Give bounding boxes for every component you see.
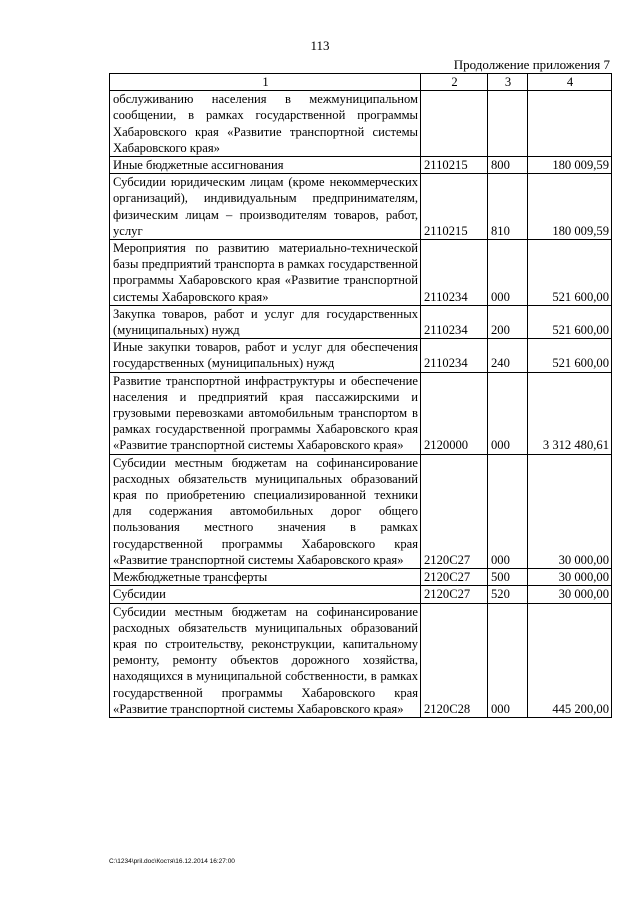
header-col-1: 1	[110, 74, 421, 91]
row-code: 2120С27	[421, 454, 488, 568]
table-row	[110, 240, 612, 306]
budget-table	[109, 73, 612, 718]
header-col-4: 4	[528, 74, 612, 91]
row-name: обслуживанию населения в межмуниципальном сообщении, в рамках государственной программы Хабаровского края «Развитие транспортной системы Хабаровского края»	[110, 91, 421, 157]
header-col-2: 2	[421, 74, 488, 91]
row-group: 240	[488, 339, 528, 372]
table-row	[110, 305, 612, 338]
table-row	[110, 454, 612, 568]
row-amount: 445 200,00	[528, 603, 612, 717]
header-col-3: 3	[488, 74, 528, 91]
row-group: 810	[488, 174, 528, 240]
row-group: 520	[488, 586, 528, 603]
row-amount	[528, 91, 612, 157]
row-group: 200	[488, 305, 528, 338]
table-row	[110, 91, 612, 157]
row-name: Межбюджетные трансферты	[110, 569, 421, 586]
row-code: 2120С27	[421, 586, 488, 603]
row-name: Субсидии юридическим лицам (кроме некоммерческих организаций), индивидуальным предпринимателям, физическим лицам – производителям товаров, работ, услуг	[110, 174, 421, 240]
row-amount: 521 600,00	[528, 339, 612, 372]
row-name: Закупка товаров, работ и услуг для государственных (муниципальных) нужд	[110, 305, 421, 338]
row-amount: 30 000,00	[528, 569, 612, 586]
row-name: Субсидии	[110, 586, 421, 603]
page-number: 113	[310, 38, 330, 53]
row-amount: 521 600,00	[528, 240, 612, 306]
row-group: 000	[488, 603, 528, 717]
file-path-footer: C:\1234\pril.doc\Костя\16.12.2014 16:27:00	[109, 858, 235, 865]
row-group: 000	[488, 240, 528, 306]
row-code	[421, 91, 488, 157]
row-code: 2110215	[421, 157, 488, 174]
row-name: Иные бюджетные ассигнования	[110, 157, 421, 174]
header-row	[110, 74, 612, 91]
row-amount: 180 009,59	[528, 174, 612, 240]
row-code: 2120С27	[421, 569, 488, 586]
row-code: 2110234	[421, 305, 488, 338]
row-group	[488, 91, 528, 157]
row-amount: 3 312 480,61	[528, 372, 612, 454]
table-row	[110, 372, 612, 454]
row-amount: 30 000,00	[528, 586, 612, 603]
row-name: Мероприятия по развитию материально-технической базы предприятий транспорта в рамках государственной программы Хабаровского края «Развитие транспортной системы Хабаровского края»	[110, 240, 421, 306]
table-row	[110, 174, 612, 240]
row-amount: 30 000,00	[528, 454, 612, 568]
row-code: 2110234	[421, 240, 488, 306]
row-group: 000	[488, 372, 528, 454]
continuation-label: Продолжение приложения 7	[453, 57, 610, 72]
row-code: 2110234	[421, 339, 488, 372]
row-amount: 521 600,00	[528, 305, 612, 338]
row-group: 800	[488, 157, 528, 174]
table-row	[110, 339, 612, 372]
row-amount: 180 009,59	[528, 157, 612, 174]
row-name: Субсидии местным бюджетам на софинансирование расходных обязательств муниципальных образований края по приобретению специализированной техники для содержания автомобильных дорог общего пользования местного значения в рамках государственной программы Хабаровского края «Развитие транспортной системы Хабаровского края»	[110, 454, 421, 568]
row-name: Субсидии местным бюджетам на софинансирование расходных обязательств муниципальных образований края по строительству, реконструкции, капитальному ремонту, ремонту объектов дорожного хозяйства, находящихся в муниципальной собственности, в рамках государственной программы Хабаровского края «Развитие транспортной системы Хабаровского края»	[110, 603, 421, 717]
row-group: 000	[488, 454, 528, 568]
table-row	[110, 157, 612, 174]
row-group: 500	[488, 569, 528, 586]
row-code: 2110215	[421, 174, 488, 240]
table-row	[110, 603, 612, 717]
row-name: Иные закупки товаров, работ и услуг для обеспечения государственных (муниципальных) нужд	[110, 339, 421, 372]
table-row	[110, 586, 612, 603]
row-code: 2120000	[421, 372, 488, 454]
table-row	[110, 569, 612, 586]
row-code: 2120С28	[421, 603, 488, 717]
row-name: Развитие транспортной инфраструктуры и обеспечение населения и предприятий края пассажирскими и грузовыми перевозками автомобильным транспортом в рамках государственной программы Хабаровского края «Развитие транспортной системы Хабаровского края»	[110, 372, 421, 454]
